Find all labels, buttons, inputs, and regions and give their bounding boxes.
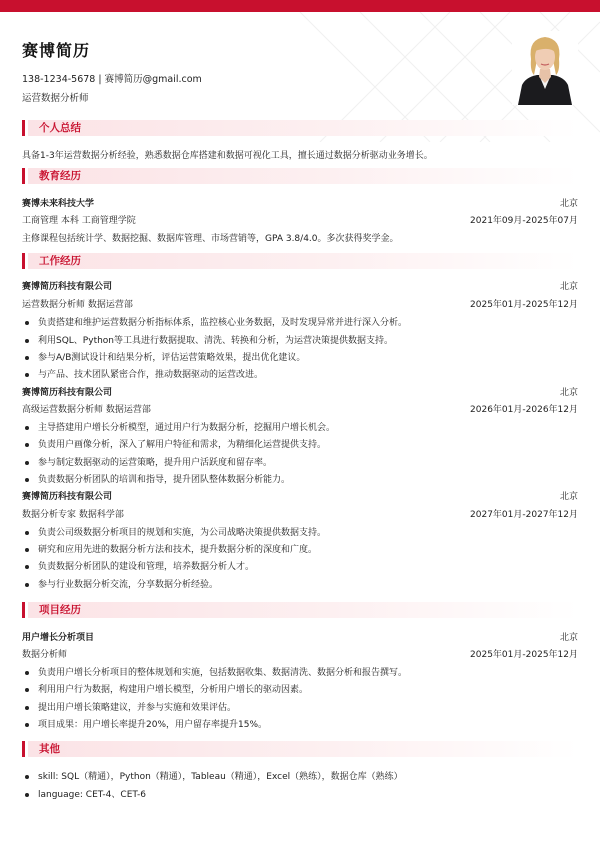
job-title: 运营数据分析师 (22, 93, 89, 104)
job-location: 北京 (559, 492, 578, 502)
section-title: 项目经历 (39, 604, 81, 616)
section-title: 个人总结 (39, 122, 81, 134)
job-position: 高级运营数据分析师 数据运营部 (22, 405, 151, 415)
top-accent-bar (0, 0, 600, 12)
job-company-row (22, 491, 578, 503)
project-name: 用户增长分析项目 (22, 633, 95, 643)
job-dates: 2026年01月-2026年12月 (470, 405, 578, 415)
education-degree-row (22, 215, 578, 227)
project-name-row (22, 632, 578, 644)
skills-text: skill: SQL（精通），Python（精通），Tableau（精通），Excel（熟练），数据仓库（熟练） (38, 772, 403, 782)
section-work-header (22, 253, 578, 269)
school-name: 赛博未来科技大学 (22, 199, 95, 209)
profile-photo (512, 31, 578, 105)
job-position-row (22, 509, 578, 521)
portrait-image (512, 31, 578, 105)
contact-info: 138-1234-5678 | 赛博简历@gmail.com (22, 74, 202, 85)
job-location: 北京 (559, 388, 578, 398)
job-position: 运营数据分析师 数据运营部 (22, 300, 133, 310)
job-company-row (22, 387, 578, 399)
section-title: 教育经历 (39, 170, 81, 182)
section-other-header (22, 741, 578, 757)
project-role-row (22, 649, 578, 661)
language-text: language: CET-4、CET-6 (38, 790, 147, 800)
project-location: 北京 (559, 633, 578, 643)
company-name: 赛博简历科技有限公司 (22, 492, 113, 502)
job-location: 北京 (559, 282, 578, 292)
summary-text: 具备1-3年运营数据分析经验，熟悉数据仓库搭建和数据可视化工具，擅长通过数据分析驱动业务增长。 (22, 151, 433, 161)
job-position-row (22, 404, 578, 416)
section-title: 工作经历 (39, 255, 81, 267)
company-name: 赛博简历科技有限公司 (22, 388, 113, 398)
section-summary-header (22, 120, 578, 136)
school-location: 北京 (559, 199, 578, 209)
candidate-name: 赛博简历 (22, 41, 91, 60)
job-position-row (22, 299, 578, 311)
job-company-row (22, 281, 578, 293)
company-name: 赛博简历科技有限公司 (22, 282, 113, 292)
degree: 工商管理 本科 工商管理学院 (22, 216, 136, 226)
project-dates: 2025年01月-2025年12月 (470, 650, 578, 660)
section-title: 其他 (39, 743, 60, 755)
education-dates: 2021年09月-2025年07月 (470, 216, 578, 226)
resume-header (22, 38, 202, 104)
education-school (22, 198, 578, 210)
section-education-header (22, 168, 578, 184)
section-projects-header (22, 602, 578, 618)
job-position: 数据分析专家 数据科学部 (22, 510, 124, 520)
education-description: 主修课程包括统计学、数据挖掘、数据库管理、市场营销等，GPA 3.8/4.0。多次获得奖学金。 (22, 234, 399, 244)
project-role: 数据分析师 (22, 650, 68, 660)
job-dates: 2027年01月-2027年12月 (470, 510, 578, 520)
job-dates: 2025年01月-2025年12月 (470, 300, 578, 310)
